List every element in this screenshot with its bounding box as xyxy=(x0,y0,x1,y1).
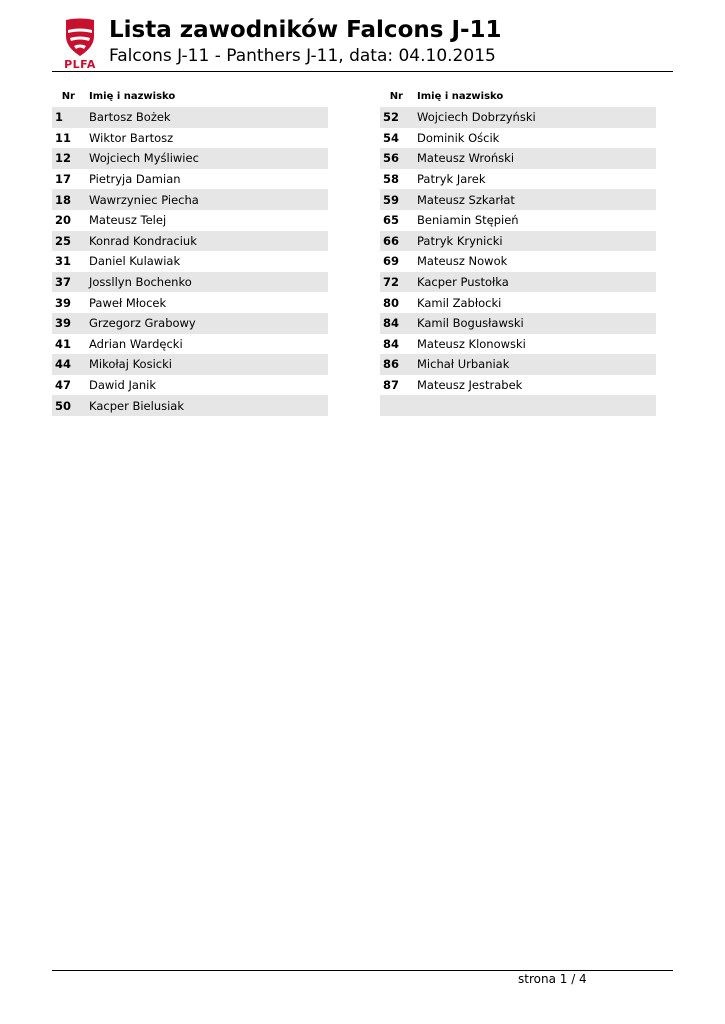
player-number: 87 xyxy=(383,378,400,393)
table-row xyxy=(380,231,656,252)
player-name: Mateusz Nowok xyxy=(417,254,508,269)
player-name: Daniel Kulawiak xyxy=(89,254,181,269)
table-row xyxy=(52,231,328,252)
player-name: Mateusz Szkarłat xyxy=(417,192,515,207)
player-name: Konrad Kondraciuk xyxy=(89,233,197,248)
player-number: 80 xyxy=(383,295,400,310)
player-name: Patryk Krynicki xyxy=(417,233,503,248)
page-number: strona 1 / 4 xyxy=(518,972,587,986)
table-row xyxy=(52,354,328,375)
table-row xyxy=(380,148,656,169)
player-name: Kamil Bogusławski xyxy=(417,316,524,331)
player-number: 84 xyxy=(383,316,400,331)
player-number: 59 xyxy=(383,192,400,207)
player-number: 37 xyxy=(55,275,72,290)
player-name: Michał Urbaniak xyxy=(417,357,510,372)
table-row xyxy=(52,334,328,355)
player-number: 41 xyxy=(55,336,72,351)
player-name: Mateusz Jestrabek xyxy=(417,378,523,393)
player-number: 39 xyxy=(55,295,72,310)
table-row xyxy=(380,189,656,210)
player-number: 17 xyxy=(55,172,72,187)
table-row xyxy=(52,313,328,334)
player-number: 11 xyxy=(55,130,72,145)
table-row xyxy=(380,292,656,313)
player-number: 65 xyxy=(383,213,400,228)
player-name: Dawid Janik xyxy=(89,378,157,393)
player-name: Wiktor Bartosz xyxy=(89,130,174,145)
nr-header: Nr xyxy=(61,90,75,102)
player-number: 50 xyxy=(55,398,72,413)
player-number: 72 xyxy=(383,275,400,290)
player-number: 20 xyxy=(55,213,72,228)
player-number: 69 xyxy=(383,254,400,269)
document-header xyxy=(52,14,673,72)
table-row xyxy=(52,107,328,128)
table-row xyxy=(380,251,656,272)
table-row xyxy=(52,395,328,416)
table-row xyxy=(52,169,328,190)
logo-text: PLFA xyxy=(64,58,96,71)
player-name: Pietryja Damian xyxy=(89,172,181,187)
column-header xyxy=(52,86,328,106)
player-name: Patryk Jarek xyxy=(417,172,486,187)
player-name: Wojciech Dobrzyński xyxy=(417,110,536,125)
roster-rows-left xyxy=(52,107,328,416)
player-name: Paweł Młocek xyxy=(89,295,167,310)
player-number: 56 xyxy=(383,151,400,166)
table-row xyxy=(52,210,328,231)
player-number: 84 xyxy=(383,336,400,351)
player-name: Jossllyn Bochenko xyxy=(89,275,192,290)
player-name: Kacper Bielusiak xyxy=(89,398,185,413)
table-row xyxy=(380,334,656,355)
table-row xyxy=(380,354,656,375)
page-subtitle: Falcons J-11 - Panthers J-11, data: 04.10.2015 xyxy=(109,46,496,66)
table-row xyxy=(380,169,656,190)
player-name: Bartosz Bożek xyxy=(89,110,171,125)
player-name: Beniamin Stępień xyxy=(417,213,519,228)
table-row xyxy=(380,210,656,231)
player-number: 58 xyxy=(383,172,400,187)
roster-column-right xyxy=(380,86,656,416)
player-name: Grzegorz Grabowy xyxy=(89,316,196,331)
table-row xyxy=(380,375,656,396)
table-row xyxy=(52,272,328,293)
table-row xyxy=(380,272,656,293)
page-title: Lista zawodników Falcons J-11 xyxy=(109,17,502,43)
player-name: Wawrzyniec Piecha xyxy=(89,192,199,207)
player-name: Mateusz Klonowski xyxy=(417,336,526,351)
player-number: 31 xyxy=(55,254,72,269)
player-name: Mikołaj Kosicki xyxy=(89,357,172,372)
player-number: 39 xyxy=(55,316,72,331)
player-number: 25 xyxy=(55,233,72,248)
player-name: Mateusz Wroński xyxy=(417,151,515,166)
roster-column-left xyxy=(52,86,328,416)
player-number: 47 xyxy=(55,378,72,393)
player-name: Kamil Zabłocki xyxy=(417,295,502,310)
name-header: Imię i nazwisko xyxy=(417,90,504,102)
player-number: 44 xyxy=(55,357,72,372)
player-name: Wojciech Myśliwiec xyxy=(89,151,199,166)
table-row xyxy=(52,128,328,149)
table-row xyxy=(380,313,656,334)
table-row xyxy=(52,148,328,169)
name-header: Imię i nazwisko xyxy=(89,90,176,102)
player-number: 1 xyxy=(55,110,64,125)
table-row xyxy=(52,189,328,210)
player-number: 12 xyxy=(55,151,72,166)
table-row xyxy=(52,375,328,396)
table-row xyxy=(52,292,328,313)
table-row xyxy=(52,251,328,272)
player-number: 52 xyxy=(383,110,400,125)
player-number: 18 xyxy=(55,192,72,207)
player-number: 54 xyxy=(383,130,400,145)
table-row xyxy=(380,107,656,128)
player-name: Kacper Pustołka xyxy=(417,275,509,290)
shield-icon xyxy=(60,16,100,58)
player-number: 66 xyxy=(383,233,400,248)
header-divider xyxy=(52,71,673,72)
nr-header: Nr xyxy=(389,90,403,102)
player-number: 86 xyxy=(383,357,400,372)
player-name: Dominik Ościk xyxy=(417,130,500,145)
table-row xyxy=(380,128,656,149)
roster-rows-right xyxy=(380,107,656,416)
player-name: Mateusz Telej xyxy=(89,213,167,228)
footer-divider xyxy=(52,970,673,971)
column-header xyxy=(380,86,656,106)
plfa-logo xyxy=(60,16,100,72)
table-row xyxy=(380,395,656,416)
player-name: Adrian Wardęcki xyxy=(89,336,183,351)
